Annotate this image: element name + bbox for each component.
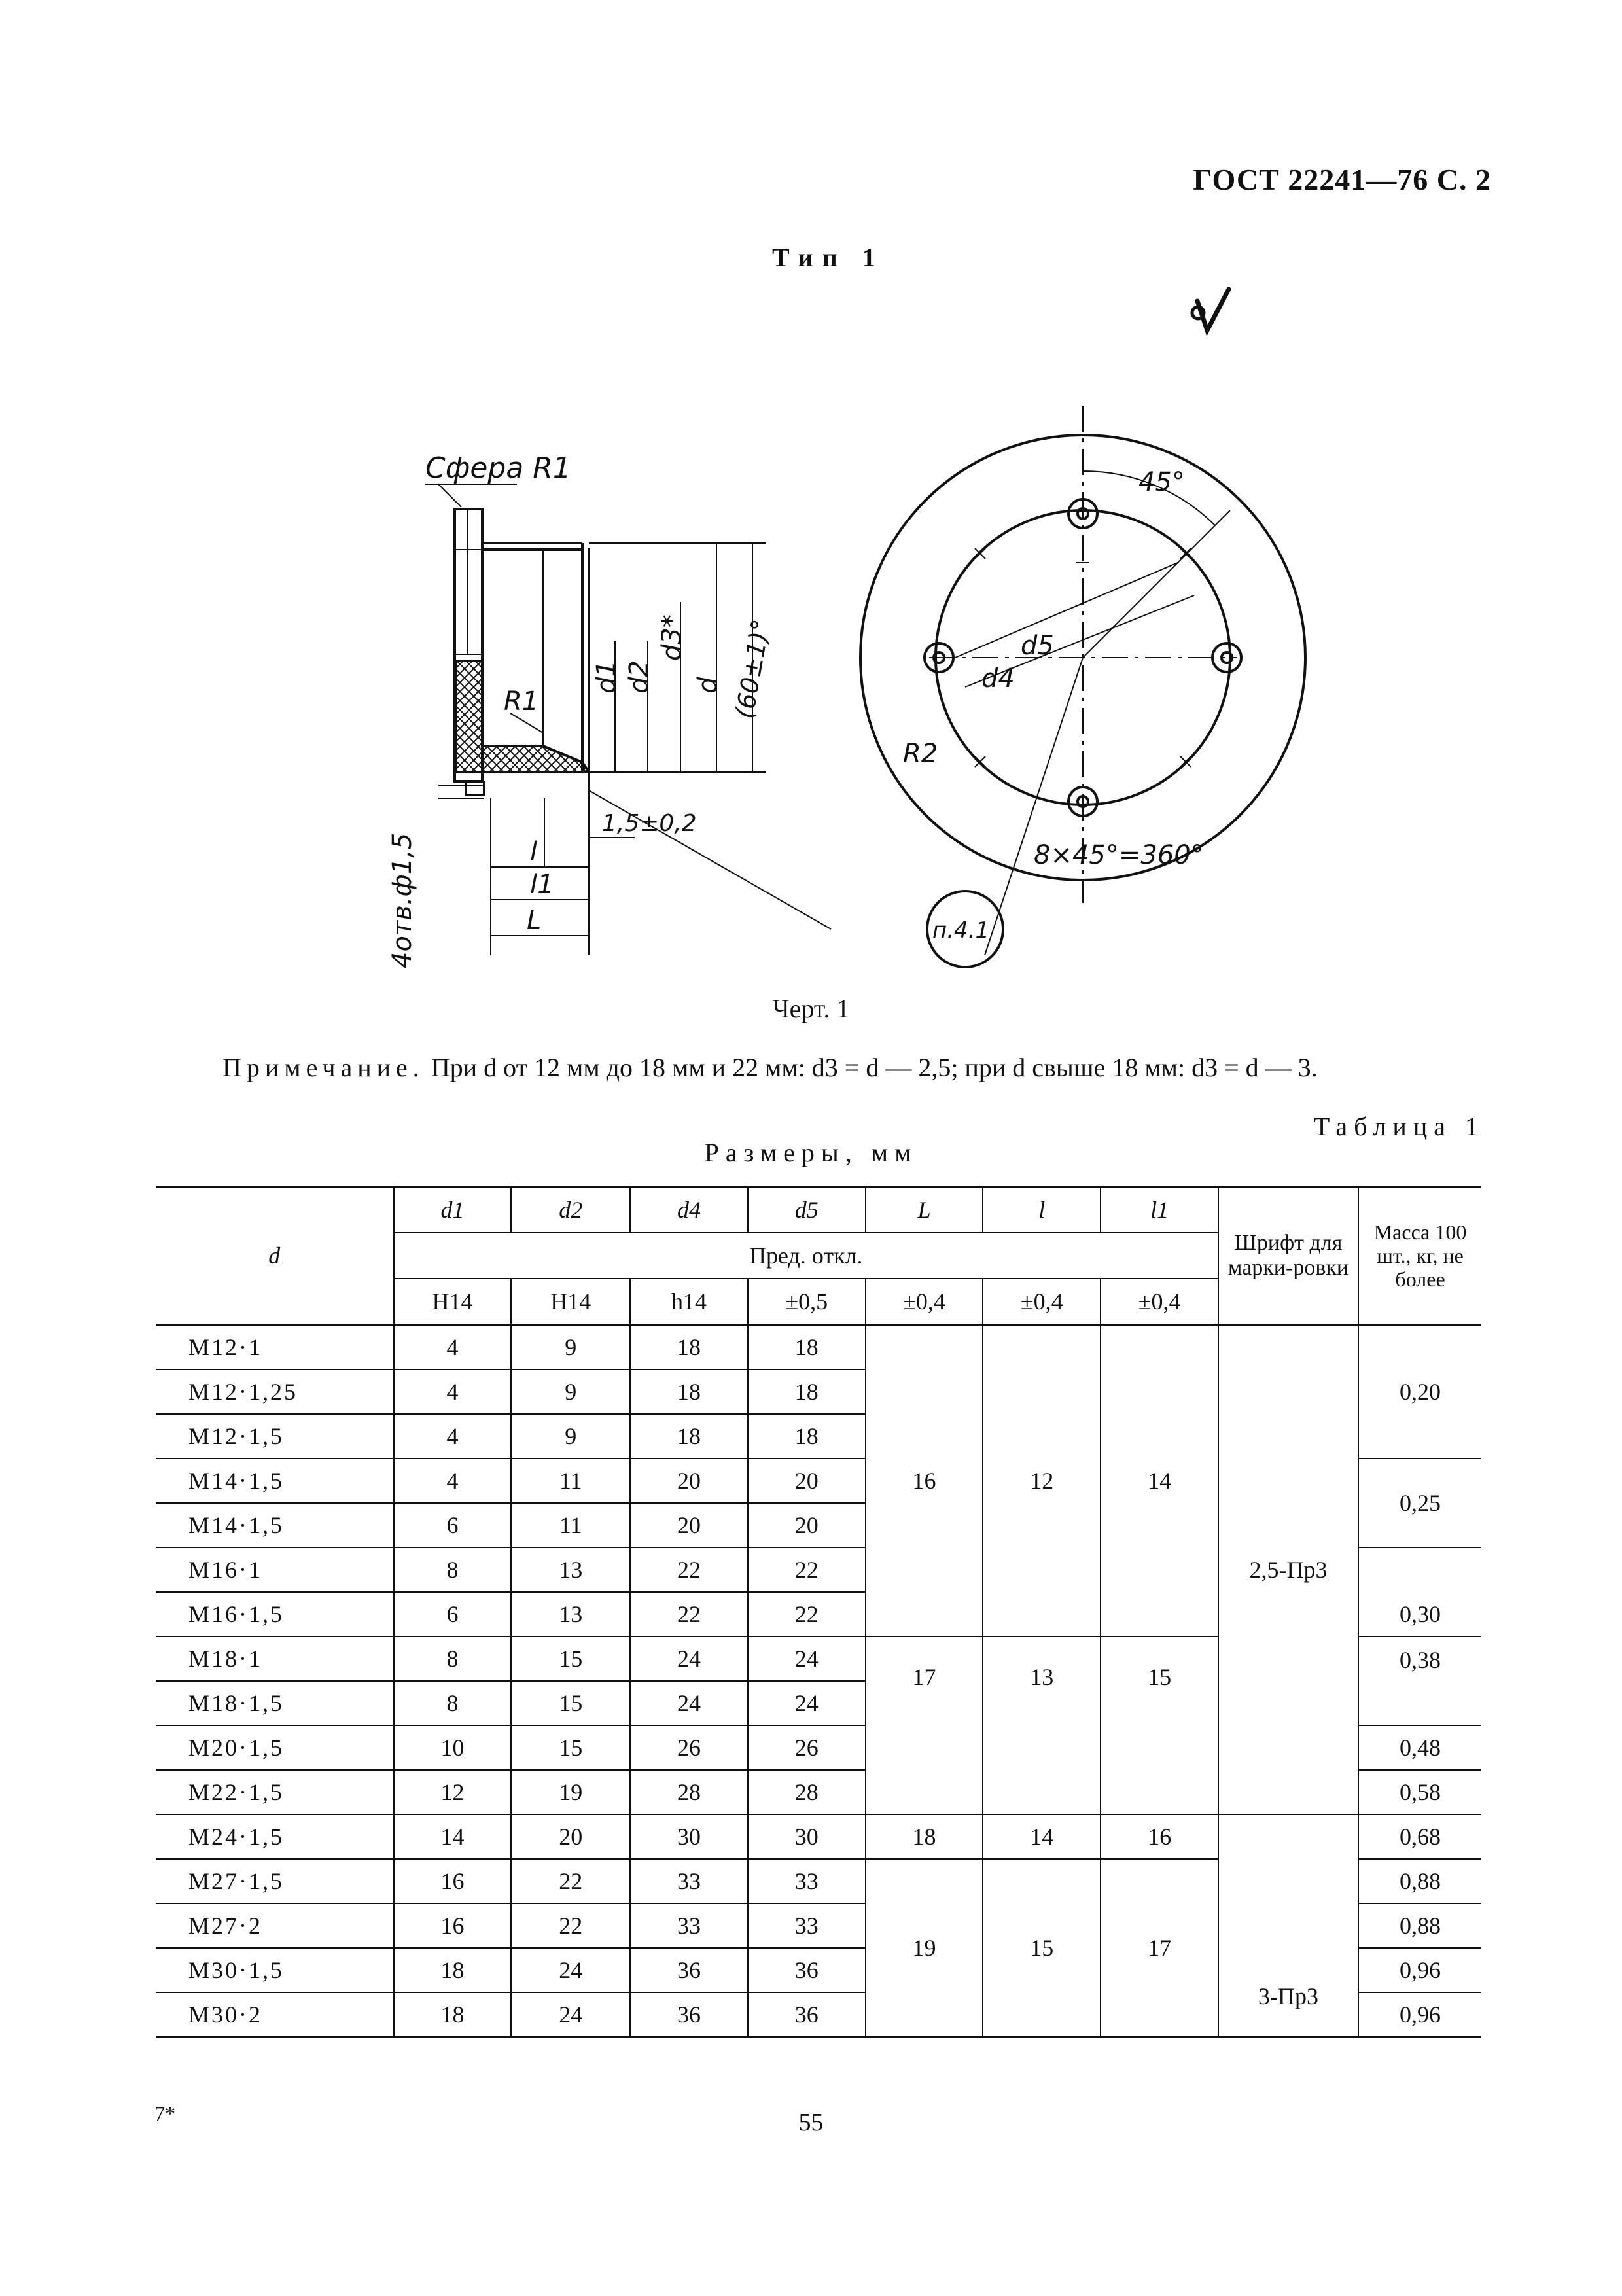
document-header: ГОСТ 22241—76 С. 2 <box>1193 163 1491 196</box>
table-row: M30·2 18 24 36 36 0,96 <box>156 1992 1481 2038</box>
group3-L: 18 <box>866 1814 983 1859</box>
tol-d5: ±0,5 <box>748 1279 866 1325</box>
footnote-mark: 7* <box>154 2102 175 2125</box>
mass-10: 0,96 <box>1358 1948 1481 1992</box>
tol-d4: h14 <box>630 1279 748 1325</box>
mass-11: 0,96 <box>1358 1992 1481 2038</box>
group4-L: 19 <box>866 1859 983 2038</box>
angle-label: (60±1)° <box>730 617 776 721</box>
d5-label: d5 <box>1021 631 1054 661</box>
table-row: M16·1,5 6 13 22 22 <box>156 1592 1481 1636</box>
d1-label: d1 <box>591 660 622 694</box>
deviation-header: Пред. откл. <box>394 1233 1218 1279</box>
col-L: L <box>866 1187 983 1233</box>
group3-l1: 16 <box>1101 1814 1218 1859</box>
l-label: l <box>530 837 538 867</box>
group1-l: 12 <box>983 1325 1101 1637</box>
note-text: При d от 12 мм до 18 мм и 22 мм: d3 = d — 2,5; при d свыше 18 мм: d3 = d — 3. <box>431 1053 1318 1082</box>
table-row: M18·1 8 15 24 24 17 13 15 0,38 <box>156 1636 1481 1681</box>
d2-label: d2 <box>624 660 654 694</box>
r1-label: R1 <box>504 686 539 716</box>
table-row: M30·1,5 18 24 36 36 0,96 <box>156 1948 1481 1992</box>
col-l: l <box>983 1187 1101 1233</box>
mass-4: 0,38 <box>1358 1636 1481 1725</box>
table-label: Таблица 1 <box>1313 1112 1485 1141</box>
ref-label: п.4.1 <box>932 917 990 944</box>
mass-3: 0,30 <box>1358 1547 1481 1636</box>
col-font: Шрифт для марки-ровки <box>1218 1187 1358 1325</box>
table-row: M27·1,5 16 22 33 33 19 15 17 0,88 <box>156 1859 1481 1903</box>
group4-l1: 17 <box>1101 1859 1218 2038</box>
mass-8: 0,88 <box>1358 1859 1481 1903</box>
col-l1: l1 <box>1101 1187 1218 1233</box>
tolerance-label: 1,5±0,2 <box>602 810 697 837</box>
col-d4: d4 <box>630 1187 748 1233</box>
table-row: M16·1 8 13 22 22 0,30 <box>156 1547 1481 1592</box>
col-d5: d5 <box>748 1187 866 1233</box>
table-row: M12·1,5 4 9 18 18 <box>156 1414 1481 1458</box>
side-section-view <box>387 451 831 968</box>
group4-l: 15 <box>983 1859 1101 2038</box>
r2-label: R2 <box>903 739 938 769</box>
holes-label: 4отв.ф1,5 <box>387 832 417 968</box>
col-d1: d1 <box>394 1187 512 1233</box>
note <box>222 1052 1318 1083</box>
table-row: M14·1,5 4 11 20 20 0,25 <box>156 1458 1481 1503</box>
table-row: M20·1,5 10 15 26 26 0,48 <box>156 1725 1481 1770</box>
mass-5: 0,48 <box>1358 1725 1481 1770</box>
mass-2: 0,25 <box>1358 1458 1481 1547</box>
mass-1: 0,20 <box>1358 1325 1481 1459</box>
L-label: L <box>527 906 542 936</box>
figure-caption: Черт. 1 <box>772 994 850 1023</box>
sphere-label: Сфера R1 <box>425 451 571 485</box>
d4-label: d4 <box>981 663 1015 694</box>
table-row: M27·2 16 22 33 33 0,88 <box>156 1903 1481 1948</box>
group3-l: 14 <box>983 1814 1101 1859</box>
deg45-label: 45° <box>1138 467 1185 497</box>
l1-label: l1 <box>530 870 554 900</box>
group2-L: 17 <box>866 1636 983 1814</box>
col-mass: Масса 100 шт., кг, не более <box>1358 1187 1481 1325</box>
table-row: M12·1,25 4 9 18 18 <box>156 1369 1481 1414</box>
group2-l1: 15 <box>1101 1636 1218 1814</box>
tol-L: ±0,4 <box>866 1279 983 1325</box>
d-label: d <box>693 677 723 694</box>
font-b: 3-Пр3 <box>1218 1814 1358 2038</box>
font-a: 2,5-Пр3 <box>1218 1325 1358 1815</box>
tol-l1: ±0,4 <box>1101 1279 1218 1325</box>
mass-7: 0,68 <box>1358 1814 1481 1859</box>
mass-9: 0,88 <box>1358 1903 1481 1948</box>
table-row: M18·1,5 8 15 24 24 <box>156 1681 1481 1725</box>
table-row: M12·1 4 9 18 18 16 12 14 2,5-Пр3 0,20 <box>156 1325 1481 1370</box>
note-prefix: Примечание. <box>222 1053 425 1082</box>
tol-d2: H14 <box>511 1279 630 1325</box>
d3-label: d3* <box>657 614 687 661</box>
mass-6: 0,58 <box>1358 1770 1481 1814</box>
group1-l1: 14 <box>1101 1325 1218 1637</box>
table-subtitle: Размеры, мм <box>704 1138 918 1167</box>
dimensions-table <box>156 1186 1481 2038</box>
type-title: Тип 1 <box>772 243 885 272</box>
pattern-label: 8×45°=360° <box>1034 840 1204 870</box>
col-d: d <box>156 1187 394 1325</box>
col-d2: d2 <box>511 1187 630 1233</box>
front-view <box>860 406 1305 967</box>
group2-l: 13 <box>983 1636 1101 1814</box>
tol-d1: H14 <box>394 1279 512 1325</box>
table-row: M22·1,5 12 19 28 28 0,58 <box>156 1770 1481 1814</box>
surface-roughness-mark <box>1192 289 1229 330</box>
page-number: 55 <box>798 2109 824 2136</box>
group1-L: 16 <box>866 1325 983 1637</box>
table-row: M24·1,5 14 20 30 30 18 14 16 3-Пр3 0,68 <box>156 1814 1481 1859</box>
tol-l: ±0,4 <box>983 1279 1101 1325</box>
technical-drawing <box>327 275 1426 968</box>
table-row: M14·1,5 6 11 20 20 <box>156 1503 1481 1547</box>
